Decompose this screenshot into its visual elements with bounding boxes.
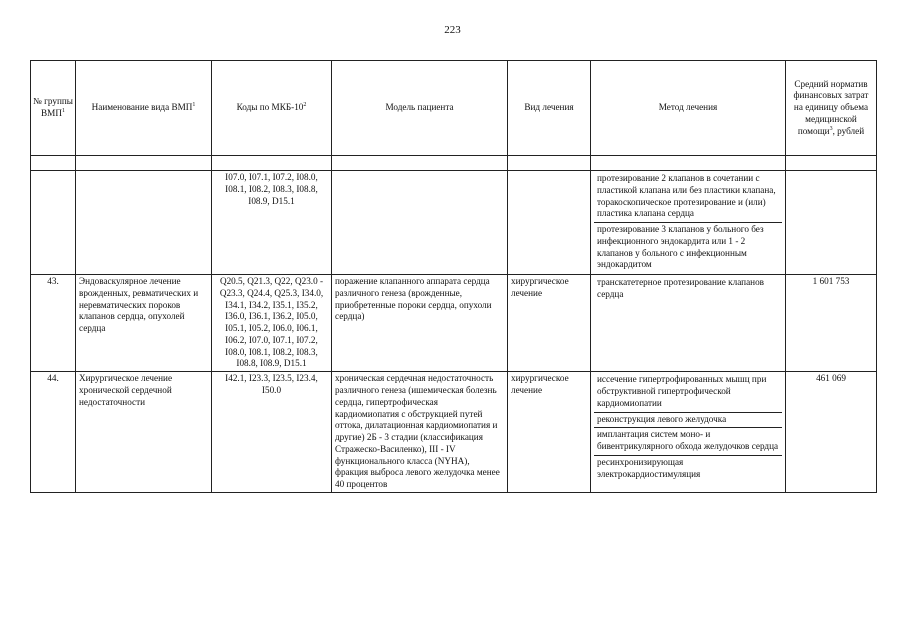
header-patient-model: Модель пациента: [332, 61, 508, 156]
spacer-row: [31, 156, 877, 171]
header-vmp-name: Наименование вида ВМП$^1$: [76, 61, 212, 156]
row-vmp-name: Хирургическое лечение хронической сердечной недостаточности: [76, 372, 212, 493]
row-number: [31, 171, 76, 275]
method-item: ресинхронизирующая электрокардиостимуляция: [594, 455, 782, 483]
row-treatment-type: хирургическое лечение: [508, 275, 591, 372]
row-cost: 1 601 753: [786, 275, 877, 372]
row-icd-codes: I07.0, I07.1, I07.2, I08.0, I08.1, I08.2, I08.3, I08.8, I08.9, D15.1: [212, 171, 332, 275]
row-treatment-type: [508, 171, 591, 275]
row-icd-codes: I42.1, I23.3, I23.5, I23.4, I50.0: [212, 372, 332, 493]
table-row: [31, 372, 877, 493]
vmp-table: [30, 60, 877, 493]
row-patient-model: поражение клапанного аппарата сердца различного генеза (врожденные, приобретенные пороки сердца, опухоли сердца): [332, 275, 508, 372]
table-header-row: [31, 61, 877, 156]
table-row: [31, 275, 877, 372]
row-icd-codes: Q20.5, Q21.3, Q22, Q23.0 - Q23.3, Q24.4, Q25.3, I34.0, I34.1, I34.2, I35.1, I35.2, I36.0, I36.1, I36.2, I05.0, I05.1, I05.2, I06.0, I06.1, I06.2, I07.0, I07.1, I07.2, I08.0, I08.1, I08.2, I08.3, I08.8, I08.9, D15.1: [212, 275, 332, 372]
row-vmp-name: [76, 171, 212, 275]
row-cost: [786, 171, 877, 275]
header-group-number: № группы ВМП$^1$: [31, 61, 76, 156]
header-treatment-method: Метод лечения: [591, 61, 786, 156]
header-treatment-type: Вид лечения: [508, 61, 591, 156]
method-item: реконструкция левого желудочка: [594, 412, 782, 428]
row-methods: [591, 171, 786, 275]
method-item: имплантация систем моно- и бивентрикулярного обхода желудочков сердца: [594, 427, 782, 455]
header-cost: Средний норматив финансовых затрат на единицу объема медицинской помощи$^3$, рублей: [786, 61, 877, 156]
row-methods: [591, 372, 786, 493]
row-treatment-type: хирургическое лечение: [508, 372, 591, 493]
method-item: протезирование 3 клапанов у больного без инфекционного эндокардита или 1 - 2 клапанов у больного с инфекционным эндокардитом: [594, 222, 782, 273]
row-vmp-name: Эндоваскулярное лечение врожденных, ревматических и неревматических пороков клапанов сердца, опухолей сердца: [76, 275, 212, 372]
table-row: [31, 171, 877, 275]
row-number: 44.: [31, 372, 76, 493]
row-number: 43.: [31, 275, 76, 372]
method-item: иссечение гипертрофированных мышц при обструктивной гипертрофической кардиомиопатии: [597, 374, 767, 408]
page-number: 223: [444, 24, 461, 36]
method-item: транскатетерное протезирование клапанов сердца: [597, 277, 765, 299]
method-item: протезирование 2 клапанов в сочетании с пластикой клапана или без пластики клапана, торакоскопическое протезирование и (или) пластика клапана сердца: [597, 173, 776, 219]
row-methods: [591, 275, 786, 372]
row-cost: 461 069: [786, 372, 877, 493]
header-icd-codes: Коды по МКБ-$10^2$: [212, 61, 332, 156]
row-patient-model: хроническая сердечная недостаточность различного генеза (ишемическая болезнь сердца, гипертрофическая кардиомиопатия с обструкцией путей оттока, дилатационная кардиомиопатия и другие) 2Б - 3 стадии (классификация Стражеско-Василенко), III - IV функционального класса (NYHA), фракция выброса левого желудочка менее 40 процентов: [332, 372, 508, 493]
row-patient-model: [332, 171, 508, 275]
